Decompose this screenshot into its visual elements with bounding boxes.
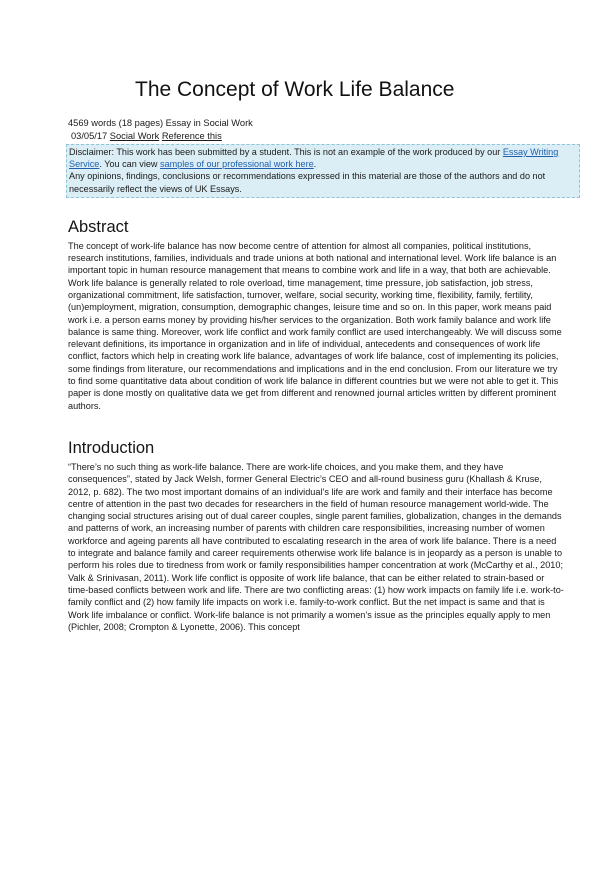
introduction-paragraph: “There’s no such thing as work-life balance. There are work-life choices, and you make them, and they have consequences”, stated by Jack Welsh, former General Electric’s CEO and all-round business guru (Khallash & Kruse, 2012, p. 682). The two most important domains of an individual’s life are work and family and their interface has become centre of attention in the past two decades for researchers in the field of human resource management world-wide. The changing social structures arising out of dual career couples, single parent families, globalization, changes in the demands and patterns of work, an increasing number of parents with children care responsibilities, increasing number of women workforce and ageing parents all have contributed to escalating research in the area of work life balance. There is a need to integrate and balance family and career requirements otherwise work life balance is in jeopardy as a person is unable to perform his roles due to tiredness from work or family responsibilities hamper concentration at work (McCarthy et al., 2010; Valk & Srinivasan, 2011). Work life conflict is opposite of work life balance, that can be either related to strain-based or time-based conflicts between work and life. There are two conflicting areas: (1) how work impacts on family life i.e. work-to-family conflict and (2) how family life impacts on work i.e. family-to-work conflict. But the net impact is same and that is Work life imbalance or conflict. Work-life balance is not primarily a women’s issue as the principles equally apply to men (Pichler, 2008; Crompton & Lyonette, 2006). This concept: [68, 461, 564, 632]
document-meta: [68, 117, 574, 142]
abstract-heading: Abstract: [68, 217, 129, 236]
meta-date: 03/05/17: [71, 130, 108, 141]
disclaimer-text-1: This work has been submitted by a student. This is not an example of the work produced by our: [113, 147, 503, 157]
meta-line2: [68, 130, 574, 143]
essay-writing-service-link[interactable]: Essay Writing Service: [69, 147, 559, 170]
disclaimer-text-4: Any opinions, findings, conclusions or recommendations expressed in this material are those of the authors and do not necessarily reflect the views of UK Essays.: [69, 171, 546, 194]
document-page: [0, 76, 600, 876]
disclaimer-box: [66, 144, 580, 198]
abstract-paragraph: The concept of work-life balance has now become centre of attention for almost all companies, political institutions, research institutions, families, individuals and trade unions at both national and international level. Work life balance is an important topic in human resource management that means to combine work and life in a way, that both are achievable. Work life balance is generally related to role overload, time management, time pressure, job satisfaction, job stress, organizational commitment, life satisfaction, turnover, welfare, social security, working time, flexibility, family, fertility, (un)employment, migration, consumption, demographic changes, leisure time and so on. In this paper, work means paid work i.e. a person earns money by providing his/her services to the organization. Both work family balance and work life balance is same thing. Moreover, work life conflict and work family conflict are used interchangeably. We will discuss some relevant definitions, its importance in organization and in life of individual, antecedents and consequences of work life conflict, factors which help in creating work life balance, advantages of work life balance, cost of implementing its policies, some findings from literature, our recommendations and implications and in the end conclusion. From our literature we try to find some quantitative data about condition of work life balance in different countries but we were not able to get it. This paper is done mostly on qualitative data we get from different and renowned journal articles written by different prominent authors.: [68, 240, 562, 411]
meta-words-pages: 4569 words (18 pages) Essay in Social Work: [68, 118, 253, 128]
disclaimer-text-2: . You can view: [99, 159, 160, 170]
introduction-heading: Introduction: [68, 438, 155, 457]
reference-this-link[interactable]: Reference this: [161, 130, 222, 141]
document-title: The Concept of Work Life Balance: [135, 78, 455, 101]
disclaimer-label: Disclaimer:: [69, 147, 114, 157]
meta-category-link[interactable]: Social Work: [109, 130, 160, 141]
samples-link[interactable]: samples of our professional work here: [160, 159, 314, 170]
disclaimer-text-3: .: [313, 159, 317, 170]
